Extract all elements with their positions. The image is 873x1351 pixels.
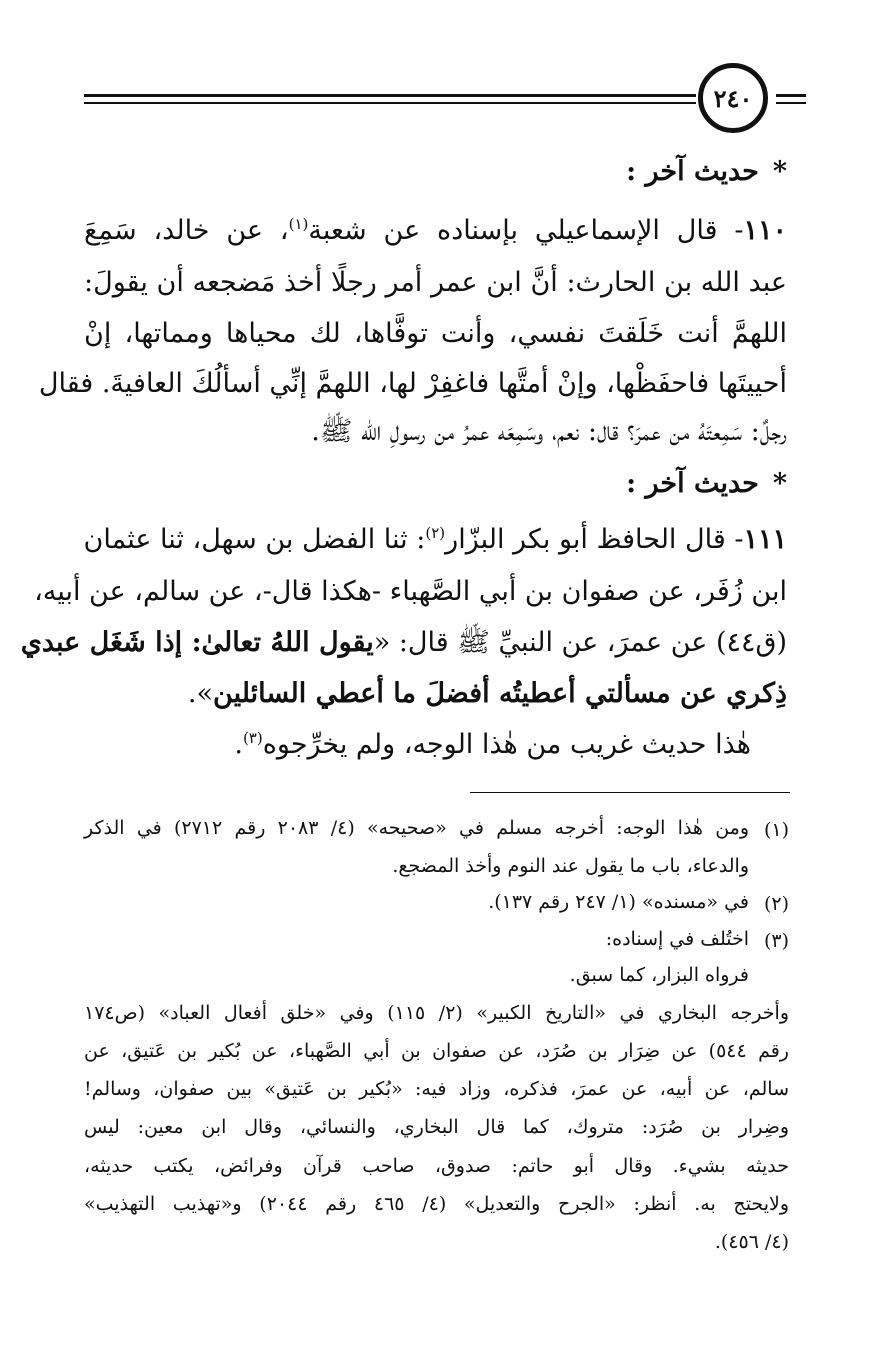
footnote-separator [470, 792, 790, 793]
paragraph-line: هٰذا حديث غريب من هٰذا الوجه، ولم يخرِّجوه$^{(٣)}$. [234, 729, 751, 760]
paragraph-line: عبد الله بن الحارث: أنَّ ابن عمر أمر رجلًا أخذ مَضجعه أن يقولَ: [84, 267, 787, 298]
footnote-ref[interactable]: (٢) [425, 524, 446, 542]
hadith-number: ١١٠ [743, 215, 788, 246]
section-heading: *حديث آخر : [626, 156, 787, 187]
paragraph-line: ابن زُفَر، عن صفوان بن أبي الصَّهباء -هكذا قال-، عن سالم، عن أبيه، [34, 576, 787, 607]
footnote-line: ومن هٰذا الوجه: أخرجه مسلم في «صحيحه» (٤/ ٢٠٨٣ رقم ٢٧١٢) في الذكر [84, 817, 750, 839]
footnote-line: والدعاء، باب ما يقول عند النوم وأخذ المضجع. [392, 855, 749, 877]
footnote-line: فرواه البزار، كما سبق. [569, 964, 749, 986]
footnote-ref[interactable]: (١) [288, 215, 309, 233]
footnote-line: وأخرجه البخاري في «التاريخ الكبير» (٢/ ١١٥) وفي «خلق أفعال العباد» (ص١٧٤ [84, 1002, 789, 1024]
footnote-label: (١) [763, 819, 789, 841]
quoted-hadith: يقول اللهُ تعالىٰ: إذا شَغَل عبدي [20, 627, 374, 658]
paragraph-line: اللهمَّ أنت خَلَقتَ نفسي، وأنت توفَّاها، لك محياها ومماتها، إنْ [84, 318, 787, 349]
footnote-line: حديثه بشيء. وقال أبو حاتم: صدوق، صاحب قرآن وفرائض، يكتب حديثه، [84, 1155, 789, 1177]
paragraph-line: (ق٤٤) عن عمرَ، عن النبيِّ ﷺ قال: «يقول اللهُ تعالىٰ: إذا شَغَل عبدي [20, 627, 787, 658]
header-rule [776, 94, 806, 97]
footnote-line: في «مسنده» (١/ ٢٤٧ رقم ١٣٧). [488, 891, 749, 913]
page-number: ٢٤٠ [698, 63, 768, 133]
header-rule [84, 94, 696, 97]
paragraph-line: ١١٠- قال الإسماعيلي بإسناده عن شعبة$^{(١)}$، عن خالد، سَمِعَ [84, 215, 788, 246]
asterisk-icon: * [772, 156, 787, 187]
footnote-line: رقم ٥٤٤) عن ضِرَار بن صُرَد، عن صفوان بن أبي الصَّهباء، عن بُكير بن عَتيق، عن [84, 1040, 789, 1062]
footnote-line: (٤/ ٤٥٦). [714, 1231, 789, 1253]
paragraph-line: ذِكري عن مسألتي أعطيتُه أفضلَ ما أعطي السائلين». [187, 678, 787, 709]
footnote-line: وضِرار بن صُرَد: متروك، كما قال البخاري، والنسائي، وقال ابن معين: ليس [84, 1116, 789, 1138]
footnote-line: ولايحتج به. أنظر: «الجرح والتعديل» (٤/ ٤٦٥ رقم ٢٠٤٤) و«تهذيب التهذيب» [84, 1193, 789, 1215]
header-rule [776, 102, 806, 104]
paragraph-line: أحييتَها فاحفَظْها، وإنْ أمتَّها فاغفِرْ لها، اللهمَّ إنِّي أسألُكَ العافيةَ. فقال [38, 368, 787, 399]
footnote-line: سالم، عن أبيه، عن عمرَ، فذكره، وزاد فيه: «بُكير بن عَتيق» بين صفوان، وسالم! [84, 1078, 789, 1100]
section-heading: *حديث آخر : [626, 468, 787, 499]
asterisk-icon: * [772, 468, 787, 499]
footnote-label: (٣) [763, 930, 789, 952]
paragraph-line: رجلٌ: سَمِعتَهُ من عمرَ؟ قال: نعم، وسَمِعَه عمرُ من رسولِ الله ﷺ. [311, 416, 787, 447]
header-rule [84, 102, 696, 104]
hadith-number: ١١١ [743, 524, 787, 555]
footnote-ref[interactable]: (٣) [242, 729, 263, 747]
paragraph-line: ١١١- قال الحافظ أبو بكر البزّار$^{(٢)}$: ثنا الفضل بن سهل، ثنا عثمان [83, 524, 787, 555]
footnote-line: اختُلف في إسناده: [605, 928, 749, 950]
quoted-hadith: ذِكري عن مسألتي أعطيتُه أفضلَ ما أعطي السائلين [213, 678, 787, 709]
footnote-label: (٢) [763, 893, 789, 915]
